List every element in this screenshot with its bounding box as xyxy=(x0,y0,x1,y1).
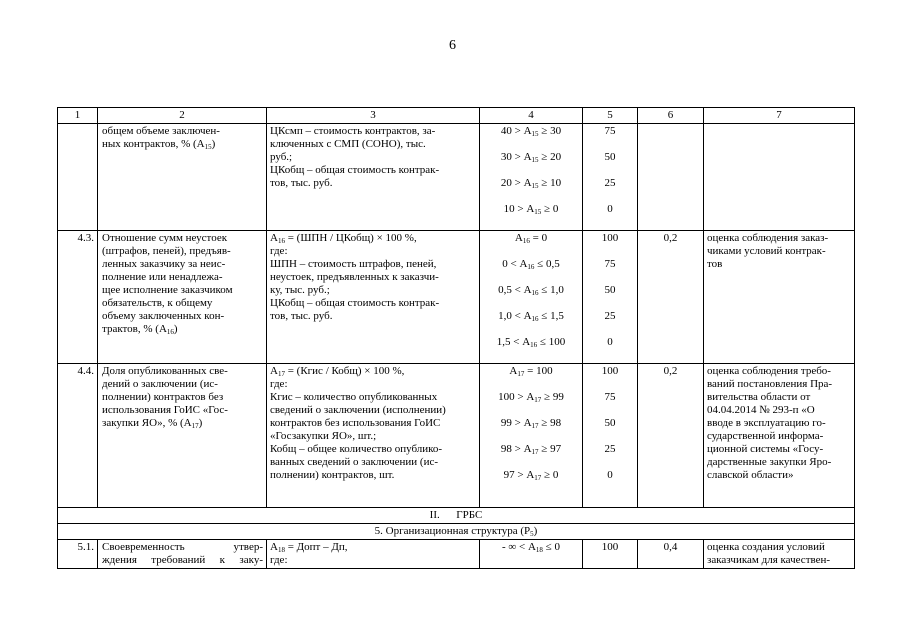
formula-cell xyxy=(267,231,480,364)
name-line: дений о заключении (ис- xyxy=(102,378,218,390)
score-value: 0 xyxy=(607,203,613,215)
score-value: 50 xyxy=(604,151,616,163)
comment-line: чиками условий контрак- xyxy=(707,245,826,257)
condition-value: $А_{17} = 100$ xyxy=(509,365,553,378)
header-cell: 6 xyxy=(638,108,704,124)
conditions-cell xyxy=(480,540,583,569)
formula-line: где: xyxy=(270,378,288,390)
score-value: 50 xyxy=(604,284,616,296)
formula-line: неустоек, предъявленных к заказчи- xyxy=(270,271,439,283)
formula-line: ЦКобщ – общая стоимость контрак- xyxy=(270,297,440,309)
condition-value: $100 > А_{17} \ge 99$ xyxy=(498,391,564,404)
comment-line: оценка соблюдения заказ- xyxy=(707,232,829,244)
page-number: 6 xyxy=(449,38,456,53)
header-cell: 7 xyxy=(704,108,855,124)
comment-line: сударственной информа- xyxy=(707,430,824,442)
condition-value: $97 > А_{17} \ge 0$ xyxy=(503,469,559,482)
row-number xyxy=(58,124,98,231)
indicator-name xyxy=(98,364,267,508)
formula-line: ШПН – стоимость штрафов, пеней, xyxy=(270,258,437,270)
name-line: Доля опубликованных све- xyxy=(102,365,228,377)
formula-line: ванных сведений о заключении (ис- xyxy=(270,456,439,468)
indicator-name xyxy=(98,124,267,231)
table-row xyxy=(58,540,855,569)
name-line: Отношение сумм неустоек xyxy=(102,232,228,244)
formula-line: ку, тыс. руб.; xyxy=(270,284,330,296)
score-value: 50 xyxy=(604,417,616,429)
scores-cell xyxy=(583,231,638,364)
formula-line: тов, тыс. руб. xyxy=(270,177,333,189)
header-cell: 5 xyxy=(583,108,638,124)
name-line: закупки ЯО», % $(А_{17})$ xyxy=(102,417,203,430)
comment-line: ваний постановления Пра- xyxy=(707,378,833,390)
criteria-table xyxy=(57,107,855,569)
name-line: трактов, % $(А_{16})$ xyxy=(102,323,178,336)
score-value: 25 xyxy=(604,443,616,455)
header-row xyxy=(58,108,855,124)
row-number: 4.3. xyxy=(58,231,98,364)
condition-value: $0 < А_{16} \le 0,5$ xyxy=(502,258,560,271)
table-row xyxy=(58,231,855,364)
condition-value: $98 > А_{17} \ge 97$ xyxy=(500,443,562,456)
subsection-title: 5. Организационная структура $(Р_5)$ xyxy=(58,524,855,540)
name-line: общем объеме заключен- xyxy=(102,125,220,137)
header-cell: 2 xyxy=(98,108,267,124)
formula-line: ЦКсмп – стоимость контрактов, за- xyxy=(270,125,436,137)
score-value: 25 xyxy=(604,177,616,189)
condition-value: $40 > А_{15} \ge 30$ xyxy=(500,125,562,138)
weight-cell: 0,4 xyxy=(638,540,704,569)
name-line: использования ГоИС «Гос- xyxy=(102,404,228,416)
comment-cell xyxy=(704,540,855,569)
comment-cell xyxy=(704,124,855,231)
indicator-name xyxy=(98,231,267,364)
formula-line: контрактов без использования ГоИС xyxy=(270,417,441,429)
score-value: 0 xyxy=(607,336,613,348)
condition-value: $10 > А_{15} \ge 0$ xyxy=(503,203,559,216)
conditions-cell xyxy=(480,124,583,231)
comment-cell xyxy=(704,231,855,364)
score-value: 75 xyxy=(604,125,616,137)
table-row xyxy=(58,124,855,231)
comment-line: вительства области от xyxy=(707,391,811,403)
formula-line: руб.; xyxy=(270,151,293,163)
comment-cell xyxy=(704,364,855,508)
header-cell: 3 xyxy=(267,108,480,124)
score-value: 0 xyxy=(607,469,613,481)
condition-value: $0,5 < А_{16} \le 1,0$ xyxy=(498,284,564,297)
formula-line: сведений о заключении (исполнении) xyxy=(270,404,446,416)
score-value: 100 xyxy=(601,232,619,244)
name-line: ленных заказчику за неис- xyxy=(102,258,226,270)
formula-line: ЦКобщ – общая стоимость контрак- xyxy=(270,164,440,176)
formula-cell xyxy=(267,124,480,231)
condition-value: $99 > А_{17} \ge 98$ xyxy=(500,417,562,430)
comment-line: тов xyxy=(707,258,723,270)
condition-value: $30 > А_{15} \ge 20$ xyxy=(500,151,562,164)
condition-value: $1,5 < А_{16} \le 100$ xyxy=(496,336,566,349)
formula-line: ключенных с СМП (СОНО), тыс. xyxy=(270,138,426,150)
header-cell: 4 xyxy=(480,108,583,124)
header-cell: 1 xyxy=(58,108,98,124)
formula-cell xyxy=(267,364,480,508)
name-line: объему заключенных кон- xyxy=(102,310,225,322)
formula-line: тов, тыс. руб. xyxy=(270,310,333,322)
name-line: полнении) контрактов без xyxy=(102,391,224,403)
indicator-name xyxy=(98,540,267,569)
weight-cell: 0,2 xyxy=(638,364,704,508)
row-number: 5.1. xyxy=(58,540,98,569)
formula-cell xyxy=(267,540,480,569)
row-number: 4.4. xyxy=(58,364,98,508)
name-line: (штрафов, пеней), предъяв- xyxy=(102,245,231,257)
score-value: 25 xyxy=(604,310,616,322)
condition-value: $20 > А_{15} \ge 10$ xyxy=(500,177,562,190)
comment-line: ционной системы «Госу- xyxy=(707,443,824,455)
comment-line: оценка соблюдения требо- xyxy=(707,365,831,377)
formula-line: Кобщ – общее количество опублико- xyxy=(270,443,443,455)
score-value: 100 xyxy=(583,540,638,569)
table-row xyxy=(58,364,855,508)
scores-cell xyxy=(583,364,638,508)
name-line: полнение или ненадлежа- xyxy=(102,271,223,283)
formula-line: $А_{17}$ = (Кгис / Кобщ) × 100 %, xyxy=(270,365,405,378)
comment-line: вводе в эксплуатацию го- xyxy=(707,417,826,429)
conditions-cell xyxy=(480,231,583,364)
comment-line: 04.04.2014 № 293-п «О xyxy=(707,404,815,416)
formula-line: где: xyxy=(270,554,288,566)
score-value: 75 xyxy=(604,258,616,270)
formula-line: где: xyxy=(270,245,288,257)
formula-line: $А_{18}$ = Допт – Дп, xyxy=(270,541,348,554)
condition-value: - ∞ < $А_{18} \le 0$ xyxy=(502,541,560,554)
formula-line: $А_{16} = (ШПН$ / ЦКобщ) × 100 %, xyxy=(270,232,417,245)
name-line: ждения требований к заку- xyxy=(102,554,263,566)
conditions-cell xyxy=(480,364,583,508)
section-row xyxy=(58,508,855,524)
name-line: обязательств, к общему xyxy=(102,297,213,309)
comment-line: оценка создания условий xyxy=(707,541,825,553)
formula-line: полнении) контрактов, шт. xyxy=(270,469,395,481)
comment-line: дарственные закупки Яро- xyxy=(707,456,832,468)
weight-cell xyxy=(638,124,704,231)
score-value: 100 xyxy=(601,365,619,377)
section-title: II. ГРБС xyxy=(58,508,855,524)
scores-cell xyxy=(583,124,638,231)
condition-value: $1,0 < А_{16} \le 1,5$ xyxy=(498,310,564,323)
name-line: щее исполнение заказчиком xyxy=(102,284,233,296)
name-line: ных контрактов, % $(А_{15})$ xyxy=(102,138,216,151)
score-value: 75 xyxy=(604,391,616,403)
formula-line: «Госзакупки ЯО», шт.; xyxy=(270,430,377,442)
formula-line: Кгис – количество опубликованных xyxy=(270,391,438,403)
comment-line: заказчикам для качествен- xyxy=(707,554,831,566)
subsection-row xyxy=(58,524,855,540)
comment-line: славской области» xyxy=(707,469,794,481)
name-line: Своевременность утвер- xyxy=(102,541,263,553)
condition-value: $А_{16} = 0$ xyxy=(514,232,548,245)
weight-cell: 0,2 xyxy=(638,231,704,364)
